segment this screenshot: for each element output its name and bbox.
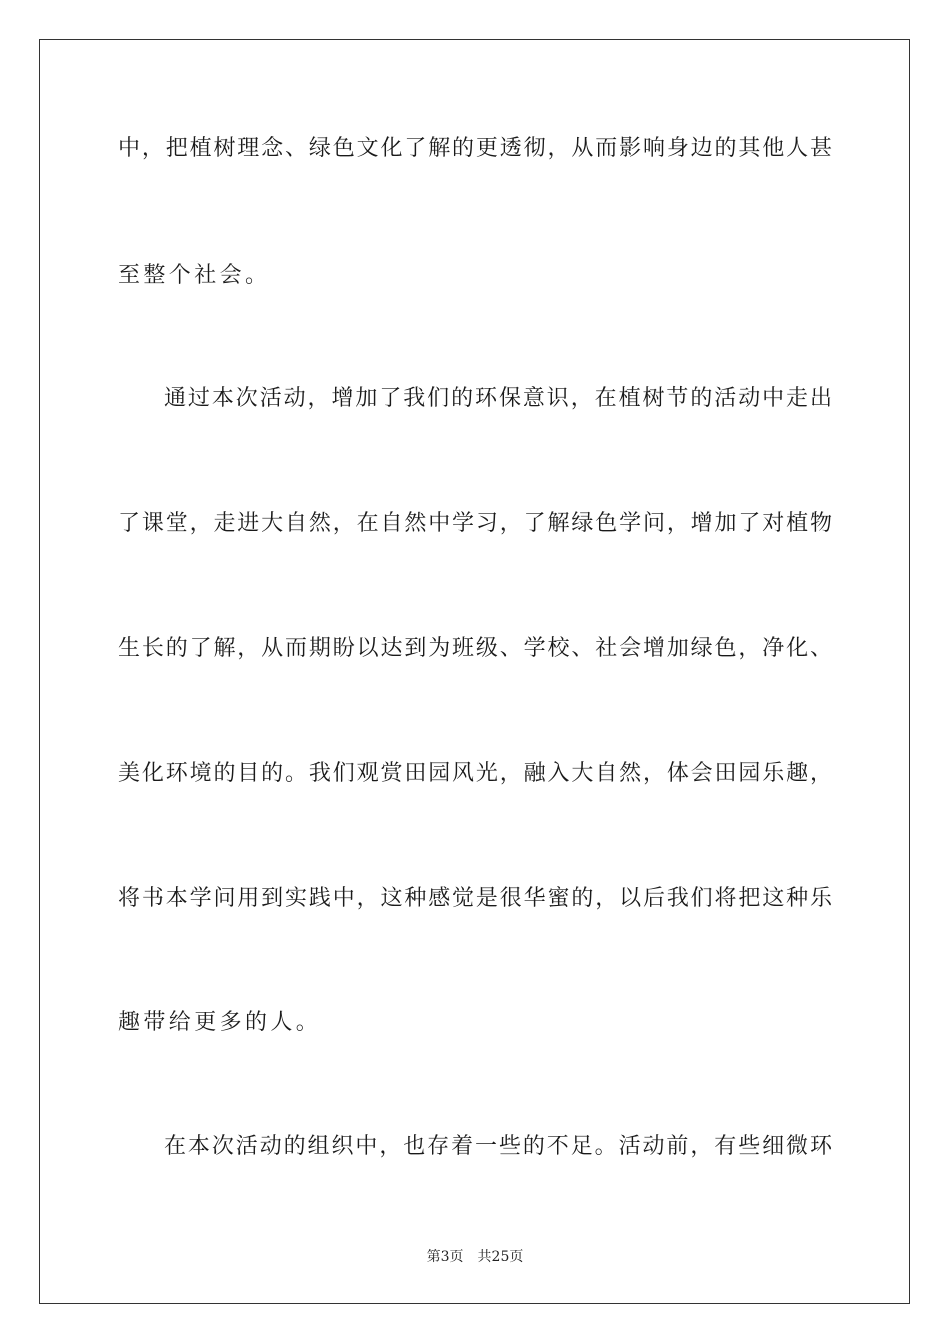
text-line: 生长的了解，从而期盼以达到为班级、学校、社会增加绿色，净化、 [118, 636, 832, 661]
text-line: 美化环境的目的。我们观赏田园风光，融入大自然，体会田园乐趣， [118, 761, 832, 786]
text-line: 了课堂，走进大自然，在自然中学习，了解绿色学问，增加了对植物 [118, 511, 832, 536]
page-footer [0, 1248, 950, 1266]
page-total: 共25页 [477, 1249, 524, 1265]
text-line: 中，把植树理念、绿色文化了解的更透彻，从而影响身边的其他人甚 [118, 136, 832, 161]
text-line: 在本次活动的组织中，也存着一些的不足。活动前，有些细微环 [164, 1134, 832, 1159]
text-line: 将书本学问用到实践中，这种感觉是很华蜜的，以后我们将把这种乐 [118, 886, 832, 911]
text-line: 至整个社会。 [118, 263, 271, 288]
text-line: 通过本次活动，增加了我们的环保意识，在植树节的活动中走出 [164, 386, 832, 411]
page-number: 第3页 [426, 1249, 464, 1265]
page-border [39, 39, 910, 1304]
text-line: 趣带给更多的人。 [118, 1010, 322, 1035]
